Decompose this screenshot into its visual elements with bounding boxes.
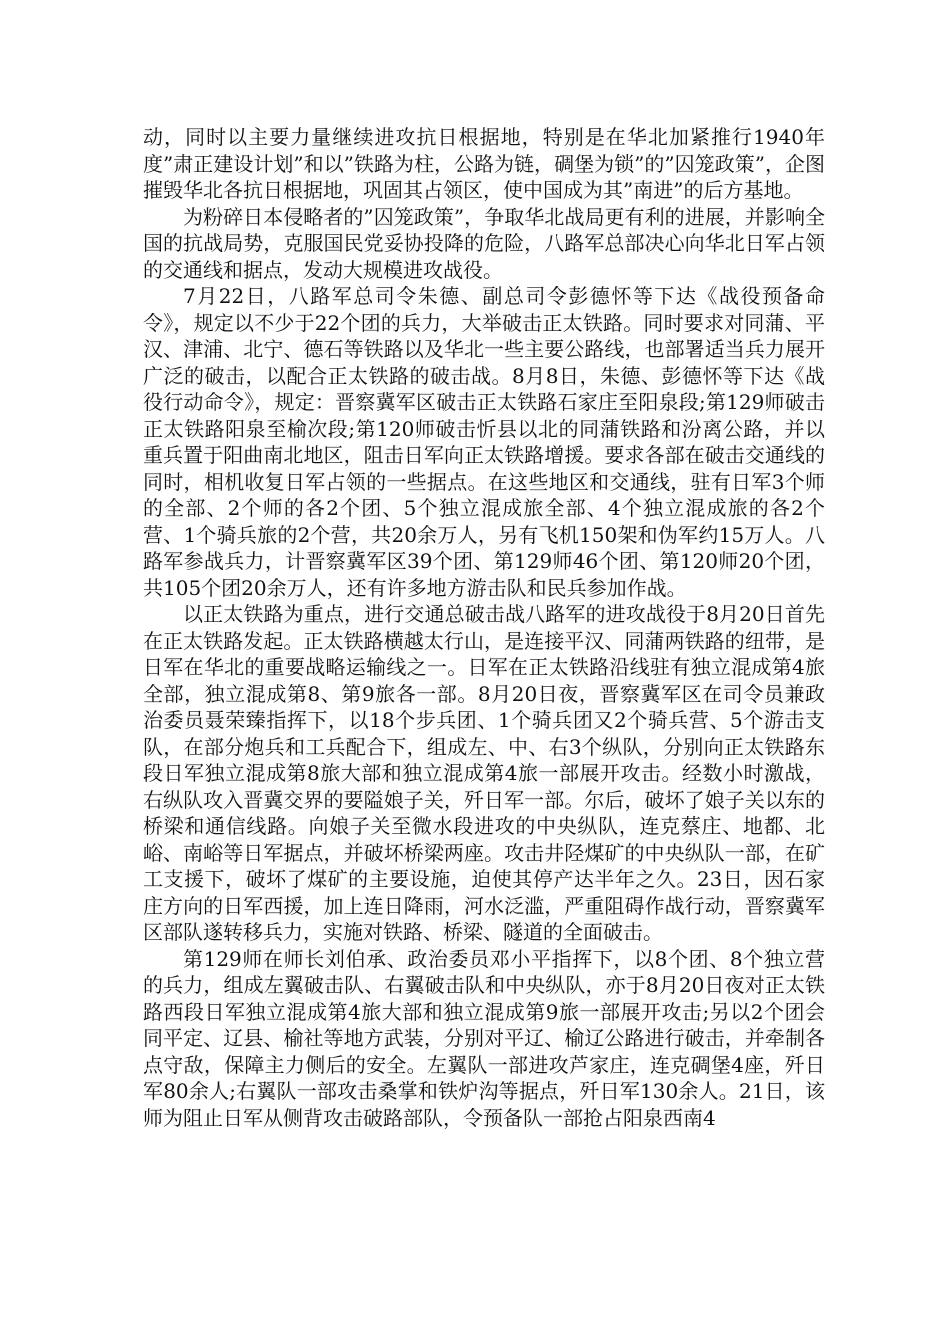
- paragraph-battle-orders: 7月22日，八路军总司令朱德、副总司令彭德怀等下达《战役预备命令》，规定以不少于22个团的兵力，大举破击正太铁路。同时要求对同蒲、平汉、津浦、北宁、德石等铁路以及华北一些主要公路线，也部署适当兵力展开广泛的破击，以配合正太铁路的破击战。8月8日，朱德、彭德怀等下达《战役行动命令》，规定：晋察冀军区破击正太铁路石家庄至阳泉段;第129师破击正太铁路阳泉至榆次段;第120师破击忻县以北的同蒲铁路和汾离公路，并以重兵置于阳曲南北地区，阻击日军向正太铁路增援。要求各部在破击交通线的同时，相机收复日军占领的一些据点。在这些地区和交通线，驻有日军3个师的全部、2个师的各2个团、5个独立混成旅全部、4个独立混成旅的各2个营、1个骑兵旅的2个营，共20余万人，另有飞机150架和伪军约15万人。八路军参战兵力，计晋察冀军区39个团、第129师46个团、第120师20个团，共105个团20余万人，还有许多地方游击队和民兵参加作战。: [143, 284, 825, 600]
- paragraph-prisoncage-policy: 为粉碎日本侵略者的”囚笼政策”，争取华北战局更有利的进展，并影响全国的抗战局势，克服国民党妥协投降的危险，八路军总部决心向华北日军占领的交通线和据点，发动大规模进攻战役。: [143, 204, 825, 282]
- paragraph-129th-division: 第129师在师长刘伯承、政治委员邓小平指挥下，以8个团、8个独立营的兵力，组成左翼破击队、右翼破击队和中央纵队，亦于8月20日夜对正太铁路西段日军独立混成第4旅大部和独立混成第9旅一部展开攻击;另以2个团会同平定、辽县、榆社等地方武装，分别对平辽、榆辽公路进行破击，并牵制各点守敌，保障主力侧后的安全。左翼队一部进攻芦家庄，连克碉堡4座，歼日军80余人;右翼队一部攻击桑掌和铁炉沟等据点，歼日军130余人。21日，该师为阻止日军从侧背攻击破路部队，令预备队一部抢占阳泉西南4: [143, 946, 825, 1130]
- document-body: [143, 124, 825, 1131]
- paragraph-zhengtai-railway-attack: 以正太铁路为重点，进行交通总破击战八路军的进攻战役于8月20日首先在正太铁路发起。正太铁路横越太行山，是连接平汉、同蒲两铁路的纽带，是日军在华北的重要战略运输线之一。日军在正太铁路沿线驻有独立混成第4旅全部，独立混成第8、第9旅各一部。8月20日夜，晋察冀军区在司令员兼政治委员聂荣臻指挥下，以18个步兵团、1个骑兵团又2个骑兵营、5个游击支队，在部分炮兵和工兵配合下，组成左、中、右3个纵队，分别向正太铁路东段日军独立混成第8旅大部和独立混成第4旅一部展开攻击。经数小时激战，右纵队攻入晋冀交界的要隘娘子关，歼日军一部。尔后，破坏了娘子关以东的桥梁和通信线路。向娘子关至微水段进攻的中央纵队，连克蔡庄、地都、北峪、南峪等日军据点，并破坏桥梁两座。攻击井陉煤矿的中央纵队一部，在矿工支援下，破坏了煤矿的主要设施，迫使其停产达半年之久。23日，因石家庄方向的日军西援，加上连日降雨，河水泛滥，严重阻碍作战行动，晋察冀军区部队遂转移兵力，实施对铁路、桥梁、隧道的全面破击。: [143, 602, 825, 944]
- paragraph-continued: 动，同时以主要力量继续进攻抗日根据地，特别是在华北加紧推行1940年度”肃正建设计划”和以”铁路为柱，公路为链，碉堡为锁”的”囚笼政策”，企图摧毁华北各抗日根据地，巩固其占领区，使中国成为其”南进”的后方基地。: [143, 125, 825, 202]
